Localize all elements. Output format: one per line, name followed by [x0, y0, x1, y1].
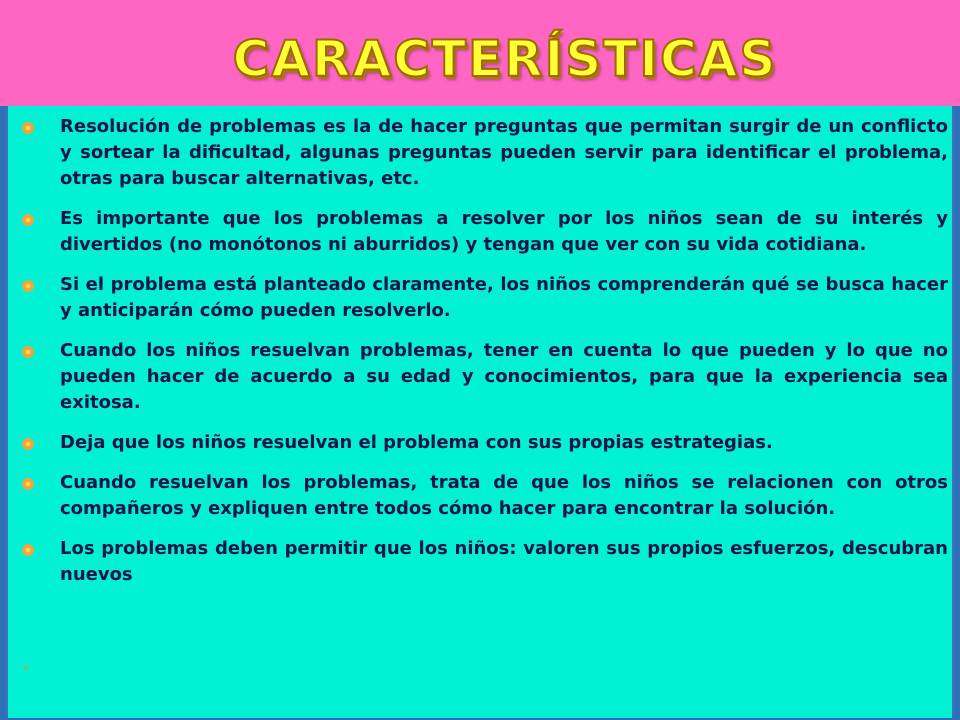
sun-bullet-icon — [22, 280, 34, 292]
bullet-item — [60, 470, 948, 522]
sun-bullet-icon — [22, 478, 34, 490]
bullet-text: Los problemas deben permitir que los niños: valoren sus propios esfuerzos, descubran nuevos — [60, 538, 948, 585]
bullet-item — [60, 430, 948, 456]
bullet-item — [60, 338, 948, 416]
bullet-text: Deja que los niños resuelvan el problema con sus propias estrategias. — [60, 432, 773, 453]
bullet-text: Resolución de problemas es la de hacer preguntas que permitan surgir de un conflicto y sortear la dificultad, algunas preguntas pueden servir para identificar el problema, otras para buscar alternativas, etc. — [60, 116, 948, 189]
slide-body — [6, 106, 954, 718]
stray-dot — [24, 666, 27, 669]
bullet-text: Si el problema está planteado claramente, los niños comprenderán qué se busca hacer y anticiparán cómo pueden resolverlo. — [60, 274, 948, 321]
sun-bullet-icon — [22, 438, 34, 450]
bullet-item — [60, 114, 948, 192]
sun-bullet-icon — [22, 544, 34, 556]
sun-bullet-icon — [22, 346, 34, 358]
bullet-text: Es importante que los problemas a resolver por los niños sean de su interés y divertidos (no monótonos ni aburridos) y tengan que ver con su vida cotidiana. — [60, 208, 948, 255]
bullet-text: Cuando resuelvan los problemas, trata de que los niños se relacionen con otros compañeros y expliquen entre todos cómo hacer para encontrar la solución. — [60, 472, 948, 519]
slide-title: CARACTERÍSTICAS — [232, 30, 778, 88]
bullet-text: Cuando los niños resuelvan problemas, tener en cuenta lo que pueden y lo que no pueden hacer de acuerdo a su edad y conocimientos, para que la experiencia sea exitosa. — [60, 340, 948, 413]
sun-bullet-icon — [22, 214, 34, 226]
bullet-item — [60, 272, 948, 324]
bullet-item — [60, 206, 948, 258]
sun-bullet-icon — [22, 122, 34, 134]
bullet-list — [60, 114, 948, 602]
slide-header — [0, 0, 960, 106]
bullet-item — [60, 536, 948, 588]
